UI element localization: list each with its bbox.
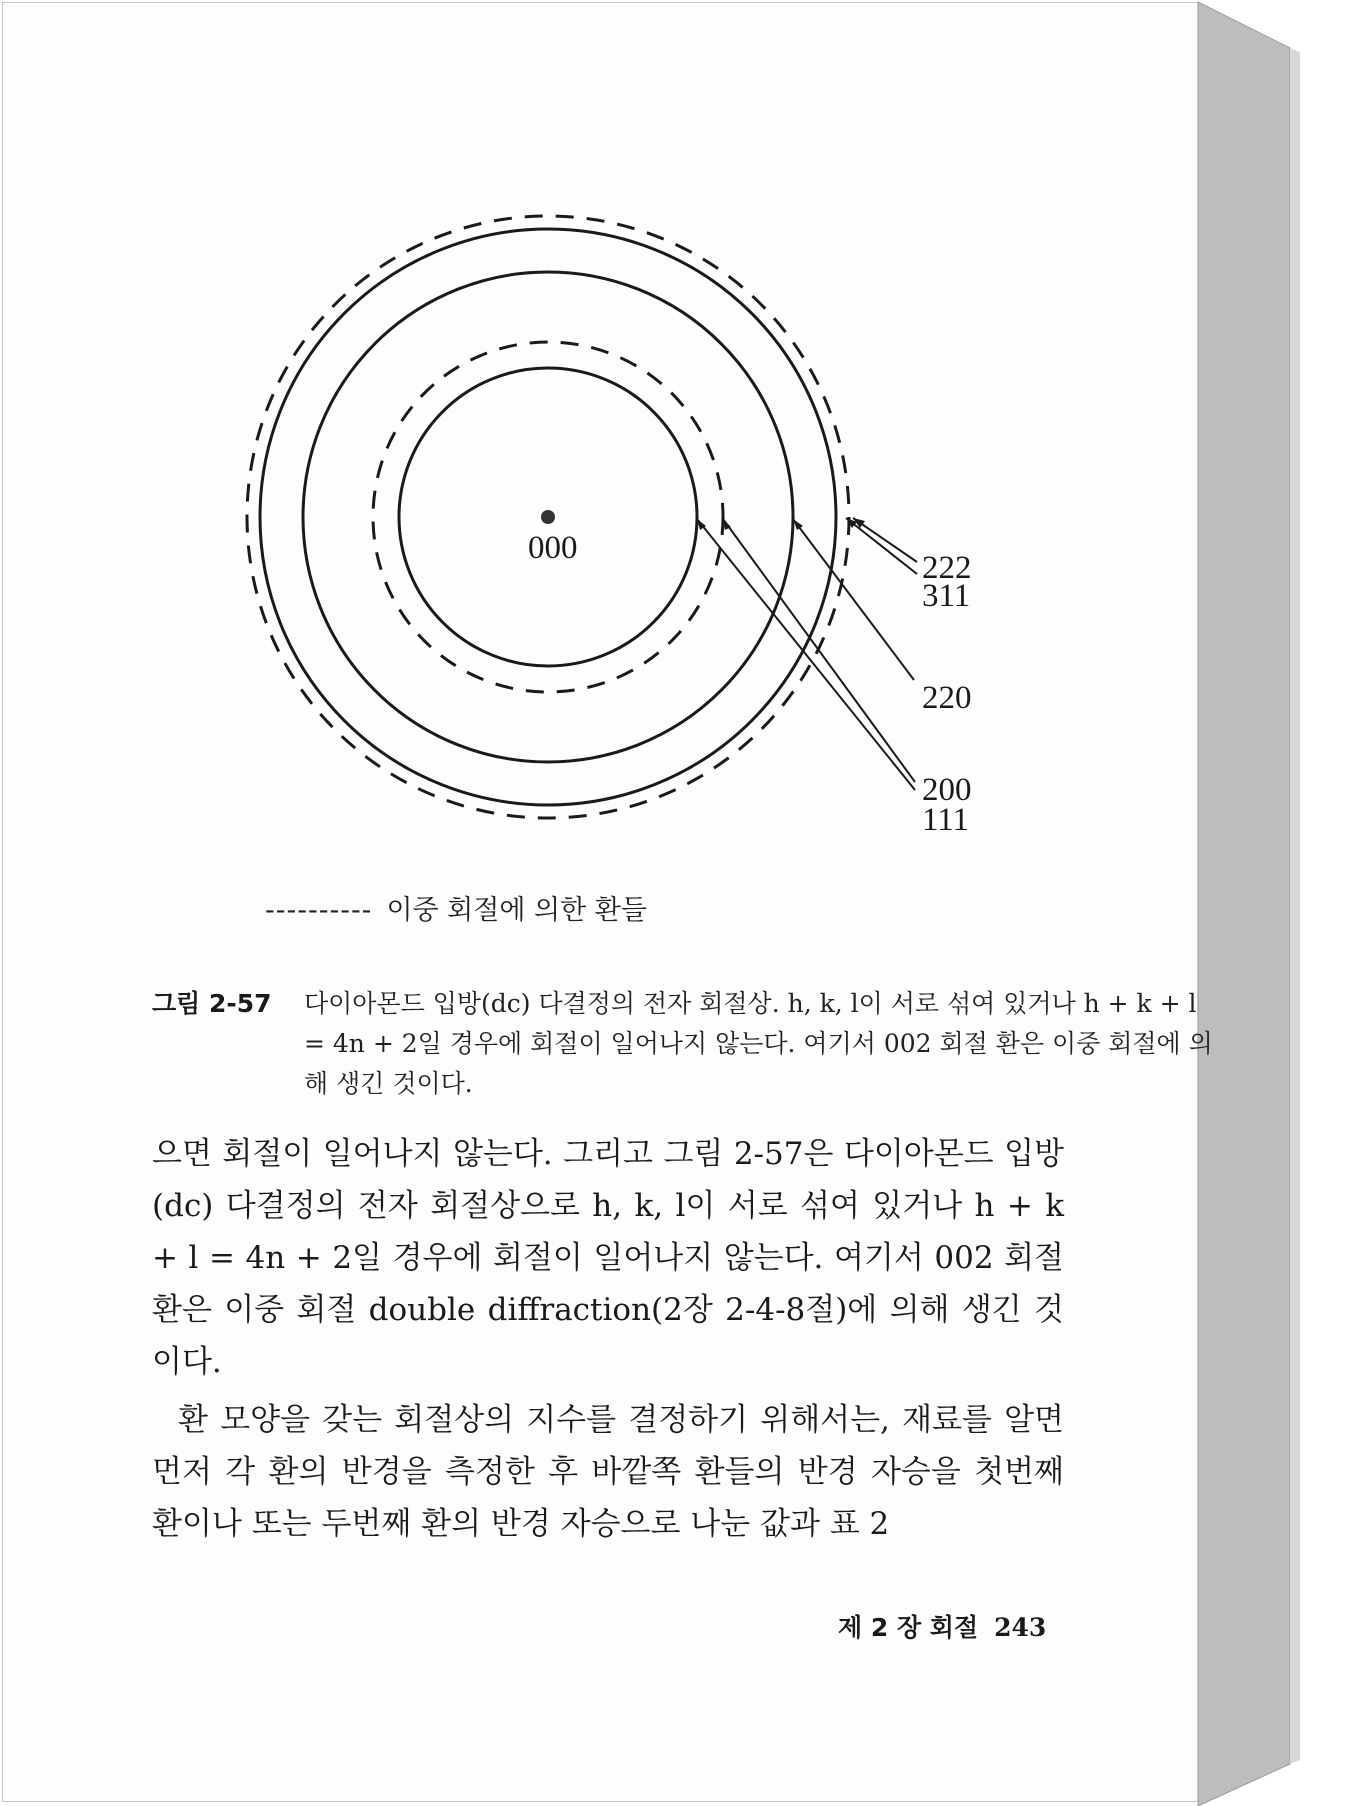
pointer-111	[697, 519, 915, 790]
ring-label-311: 311	[922, 578, 971, 614]
ring-label-220: 220	[922, 680, 972, 716]
diffraction-ring-diagram	[0, 0, 1346, 900]
pointer-311	[846, 518, 917, 574]
caption-text: 다이아몬드 입방(dc) 다결정의 전자 회절상. h, k, l이 서로 섞여 있거나 h + k + l = 4n + 2일 경우에 회절이 일어나지 않는다. 여기서 002 회절 환은 이중 회절에 의해 생긴 것이다.	[304, 989, 1213, 1098]
paragraph: 환 모양을 갖는 회절상의 지수를 결정하기 위해서는, 재료를 알면 먼저 각 환의 반경을 측정한 후 바깥쪽 환들의 반경 자승을 첫번째 환이나 또는 두번째 환의 반경 자승으로 나눈 값과 표 2	[152, 1402, 1064, 1542]
legend-text: 이중 회절에 의한 환들	[386, 895, 647, 926]
ring-label-200: 200	[922, 772, 972, 808]
arrowhead-220	[793, 519, 803, 530]
page-number: 243	[994, 1613, 1047, 1642]
center-spot	[541, 510, 555, 524]
legend-dash-sample: ----------	[265, 895, 373, 926]
pointer-222	[853, 518, 917, 562]
figure-legend	[265, 888, 647, 927]
ring-label-111: 111	[922, 802, 970, 838]
chapter-title: 제 2 장 회절	[838, 1613, 979, 1642]
caption-label: 그림 2-57	[152, 989, 272, 1018]
body-text	[152, 1128, 1064, 1550]
paragraph: 으면 회절이 일어나지 않는다. 그리고 그림 2-57은 다이아몬드 입방(dc) 다결정의 전자 회절상으로 h, k, l이 서로 섞여 있거나 h + k + l = 4n + 2일 경우에 회절이 일어나지 않는다. 여기서 002 회절 환은 이중 회절 double diffraction(2장 2-4-8절)에 의해 생긴 것이다.	[152, 1136, 1064, 1380]
pointer-220	[793, 519, 914, 680]
page-footer	[838, 1608, 1046, 1644]
ring-label-222: 222	[922, 550, 972, 586]
center-label: 000	[528, 530, 578, 566]
